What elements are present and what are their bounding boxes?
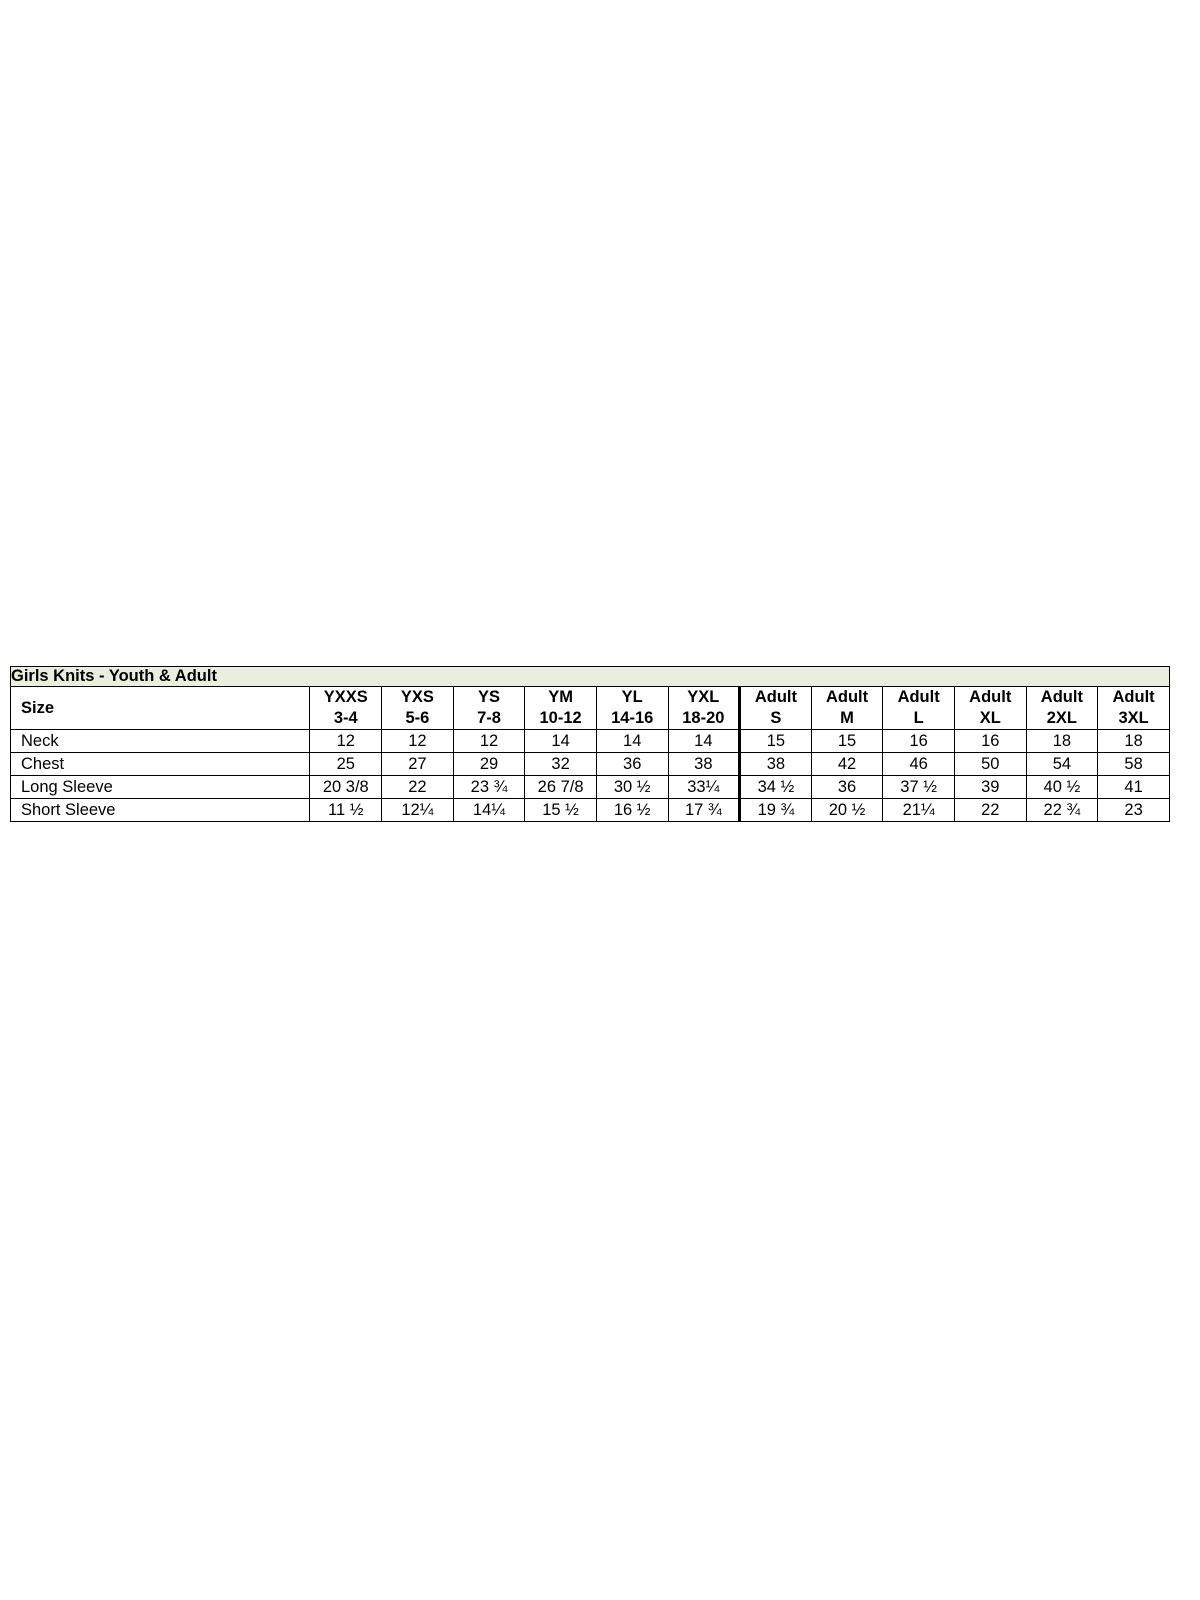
header-col-yxl-line2: 18-20 — [682, 709, 725, 727]
cell-neck-yl: 14 — [596, 730, 668, 753]
header-col-adult-3xl — [1098, 687, 1170, 730]
header-col-ys-line2: 7-8 — [477, 709, 501, 727]
header-col-yl-line2: 14-16 — [611, 709, 654, 727]
header-col-yl-line1: YL — [621, 688, 643, 707]
cell-long-sleeve-yxxs: 20 3/8 — [310, 776, 382, 799]
cell-short-sleeve-adult-l: 21¼ — [883, 799, 955, 822]
cell-long-sleeve-adult-l: 37 ½ — [883, 776, 955, 799]
cell-chest-adult-2xl: 54 — [1026, 753, 1098, 776]
table-row — [11, 776, 1170, 799]
cell-neck-ym: 14 — [525, 730, 597, 753]
cell-long-sleeve-yxs: 22 — [382, 776, 454, 799]
cell-neck-adult-m: 15 — [811, 730, 883, 753]
cell-long-sleeve-yxl: 33¼ — [668, 776, 740, 799]
header-col-adult-3xl-line2: 3XL — [1118, 709, 1149, 727]
cell-short-sleeve-ys: 14¼ — [453, 799, 525, 822]
cell-chest-ys: 29 — [453, 753, 525, 776]
header-col-adult-2xl — [1026, 687, 1098, 730]
cell-long-sleeve-ys: 23 ¾ — [453, 776, 525, 799]
cell-chest-yxxs: 25 — [310, 753, 382, 776]
header-col-adult-xl — [954, 687, 1026, 730]
cell-neck-yxxs: 12 — [310, 730, 382, 753]
cell-chest-yl: 36 — [596, 753, 668, 776]
header-col-ys-line1: YS — [477, 688, 500, 707]
table-header-row — [11, 687, 1170, 730]
cell-neck-adult-2xl: 18 — [1026, 730, 1098, 753]
header-col-yl — [596, 687, 668, 730]
cell-chest-ym: 32 — [525, 753, 597, 776]
table-row — [11, 799, 1170, 822]
cell-long-sleeve-adult-m: 36 — [811, 776, 883, 799]
table-row — [11, 753, 1170, 776]
header-col-adult-m-line2: M — [840, 709, 854, 727]
cell-short-sleeve-adult-s: 19 ¾ — [740, 799, 812, 822]
header-col-adult-xl-line1: Adult — [969, 688, 1012, 707]
cell-short-sleeve-adult-2xl: 22 ¾ — [1026, 799, 1098, 822]
cell-short-sleeve-adult-3xl: 23 — [1098, 799, 1170, 822]
row-label-short-sleeve: Short Sleeve — [11, 799, 310, 822]
cell-long-sleeve-adult-3xl: 41 — [1098, 776, 1170, 799]
cell-chest-adult-m: 42 — [811, 753, 883, 776]
table-row — [11, 730, 1170, 753]
header-col-yxxs-line1: YXXS — [323, 688, 368, 707]
cell-chest-adult-xl: 50 — [954, 753, 1026, 776]
header-col-ys — [453, 687, 525, 730]
cell-long-sleeve-yl: 30 ½ — [596, 776, 668, 799]
size-chart-container — [10, 666, 1170, 822]
cell-chest-adult-l: 46 — [883, 753, 955, 776]
header-col-adult-s-line1: Adult — [754, 688, 797, 707]
cell-short-sleeve-yxxs: 11 ½ — [310, 799, 382, 822]
header-col-adult-xl-line2: XL — [979, 709, 1001, 727]
cell-long-sleeve-adult-2xl: 40 ½ — [1026, 776, 1098, 799]
cell-neck-adult-s: 15 — [740, 730, 812, 753]
cell-short-sleeve-yl: 16 ½ — [596, 799, 668, 822]
cell-chest-adult-s: 38 — [740, 753, 812, 776]
header-col-ym-line1: YM — [548, 688, 573, 707]
header-col-adult-s-line2: S — [770, 709, 782, 727]
cell-short-sleeve-yxl: 17 ¾ — [668, 799, 740, 822]
cell-chest-yxs: 27 — [382, 753, 454, 776]
header-col-adult-l-line1: Adult — [897, 688, 940, 707]
size-chart-table — [10, 666, 1170, 822]
header-col-adult-l — [883, 687, 955, 730]
header-col-ym — [525, 687, 597, 730]
cell-chest-adult-3xl: 58 — [1098, 753, 1170, 776]
cell-short-sleeve-adult-xl: 22 — [954, 799, 1026, 822]
cell-neck-ys: 12 — [453, 730, 525, 753]
header-col-yxs-line1: YXS — [400, 688, 434, 707]
row-label-long-sleeve: Long Sleeve — [11, 776, 310, 799]
table-title-row — [11, 667, 1170, 687]
header-col-yxxs — [310, 687, 382, 730]
cell-neck-adult-xl: 16 — [954, 730, 1026, 753]
header-col-adult-2xl-line2: 2XL — [1046, 709, 1077, 727]
cell-neck-yxl: 14 — [668, 730, 740, 753]
header-col-yxl — [668, 687, 740, 730]
cell-neck-adult-3xl: 18 — [1098, 730, 1170, 753]
header-col-adult-s — [740, 687, 812, 730]
header-size-label: Size — [11, 687, 310, 730]
cell-long-sleeve-adult-xl: 39 — [954, 776, 1026, 799]
row-label-chest: Chest — [11, 753, 310, 776]
cell-long-sleeve-ym: 26 7/8 — [525, 776, 597, 799]
header-col-yxl-line1: YXL — [687, 688, 720, 707]
header-col-adult-l-line2: L — [913, 709, 924, 727]
cell-short-sleeve-ym: 15 ½ — [525, 799, 597, 822]
cell-neck-adult-l: 16 — [883, 730, 955, 753]
header-col-yxs — [382, 687, 454, 730]
cell-neck-yxs: 12 — [382, 730, 454, 753]
cell-long-sleeve-adult-s: 34 ½ — [740, 776, 812, 799]
cell-chest-yxl: 38 — [668, 753, 740, 776]
row-label-neck: Neck — [11, 730, 310, 753]
header-col-adult-m — [811, 687, 883, 730]
chart-title: Girls Knits - Youth & Adult — [11, 667, 1170, 687]
cell-short-sleeve-adult-m: 20 ½ — [811, 799, 883, 822]
header-col-adult-2xl-line1: Adult — [1040, 688, 1083, 707]
header-col-adult-3xl-line1: Adult — [1112, 688, 1155, 707]
header-col-ym-line2: 10-12 — [539, 709, 582, 727]
header-col-yxs-line2: 5-6 — [405, 709, 430, 727]
header-col-yxxs-line2: 3-4 — [333, 709, 358, 727]
cell-short-sleeve-yxs: 12¼ — [382, 799, 454, 822]
header-col-adult-m-line1: Adult — [825, 688, 869, 707]
